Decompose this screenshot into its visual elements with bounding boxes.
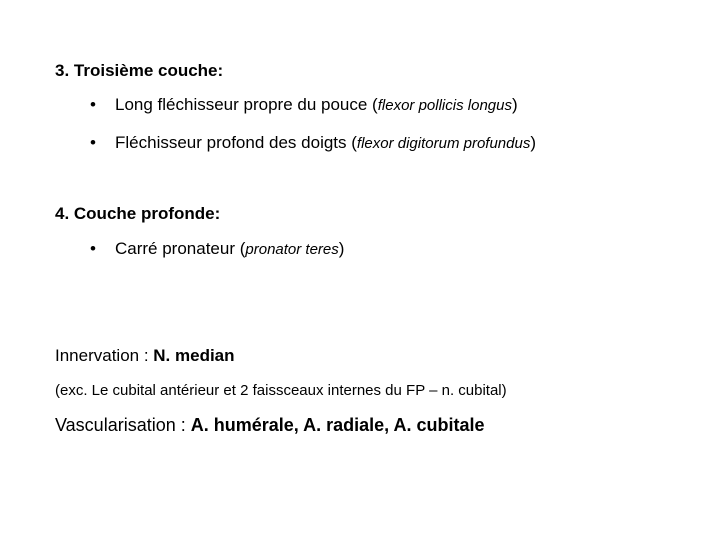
latin-name: flexor digitorum profundus <box>356 135 531 152</box>
closing-paren: ) <box>530 133 537 152</box>
innervation-value: N. median <box>153 346 235 365</box>
list-item <box>90 239 344 259</box>
latin-name: flexor pollicis longus <box>377 97 512 114</box>
list-item <box>90 95 518 115</box>
innervation-label: Innervation : <box>55 346 154 365</box>
closing-paren: ) <box>338 239 345 258</box>
vascularisation-label: Vascularisation : <box>55 415 191 435</box>
bullet-marker: • <box>90 95 96 114</box>
innervation-line <box>55 346 235 366</box>
section-3-title: 3. Troisième couche: <box>55 61 224 80</box>
exception-note: (exc. Le cubital antérieur et 2 faissceaux internes du FP – n. cubital) <box>55 382 507 399</box>
latin-name: pronator teres <box>245 241 339 258</box>
list-item <box>90 133 536 153</box>
bullet-marker: • <box>90 239 96 258</box>
bullet-marker: • <box>90 133 96 152</box>
vascularisation-value: A. humérale, A. radiale, A. cubitale <box>190 415 485 435</box>
vascularisation-line <box>55 415 485 436</box>
muscle-name: Fléchisseur profond des doigts ( <box>115 133 357 152</box>
muscle-name: Long fléchisseur propre du pouce ( <box>115 95 378 114</box>
closing-paren: ) <box>511 95 518 114</box>
muscle-name: Carré pronateur ( <box>115 239 246 258</box>
section-4-title: 4. Couche profonde: <box>55 204 221 223</box>
